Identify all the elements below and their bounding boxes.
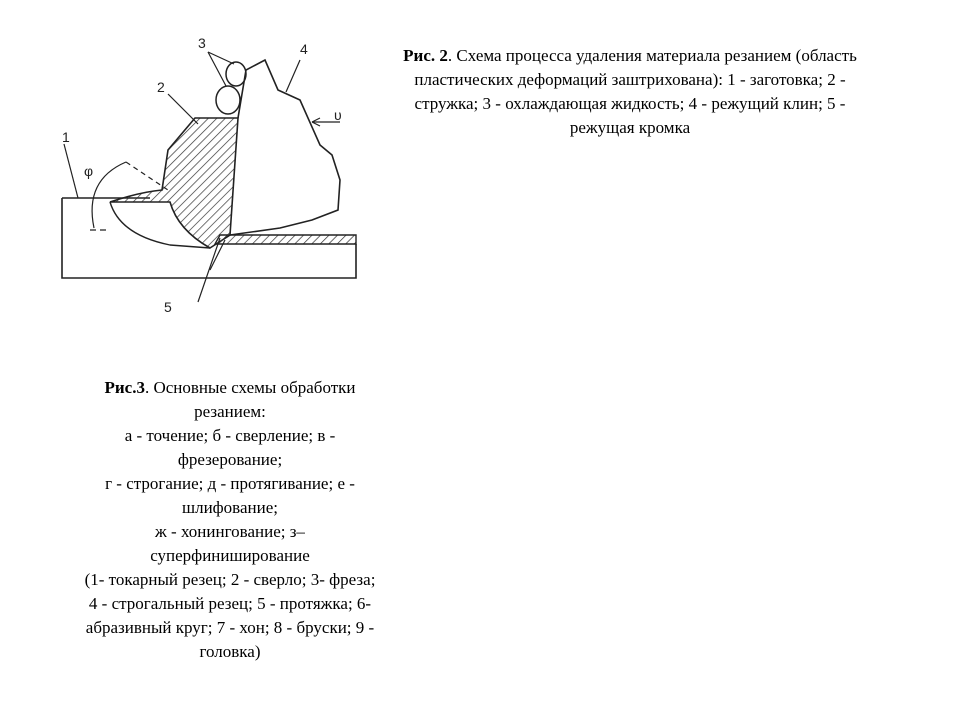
figure3-caption-line: резанием: <box>194 402 266 421</box>
figure3-caption <box>30 376 430 664</box>
figure3-caption-line: шлифование; <box>182 498 278 517</box>
cutting-diagram-svg <box>50 30 370 330</box>
figure3-caption-text: . Основные схемы обработки <box>144 378 356 397</box>
chip <box>110 118 356 248</box>
coolant-drops <box>216 62 246 114</box>
figure3-caption-line: суперфиниширование <box>150 546 310 565</box>
figure2-caption <box>340 44 920 140</box>
label-cutting-wedge: 4 <box>300 41 308 57</box>
label-coolant: 3 <box>198 35 206 51</box>
figure3-caption-line: фрезерование; <box>177 450 283 469</box>
figure3-caption-line <box>30 376 430 400</box>
cutting-diagram <box>50 30 370 330</box>
label-velocity: υ <box>334 107 342 123</box>
figure2-caption-line: пластических деформаций заштрихована): 1 - заготовка; 2 - <box>414 70 846 89</box>
figure3-caption-line: г - строгание; д - протягивание; е - <box>105 474 355 493</box>
figure3-caption-line: (1- токарный резец; 2 - сверло; 3- фреза; <box>84 570 376 589</box>
label-angle: φ <box>84 163 94 179</box>
figure3-caption-prefix: Рис.3 <box>104 378 145 397</box>
figure2-caption-line <box>340 44 920 68</box>
figure3-caption-line: а - точение; б - сверление; в - <box>124 426 336 445</box>
figure3-caption-line: 4 - строгальный резец; 5 - протяжка; 6- <box>88 594 372 613</box>
figure3-caption-line: абразивный круг; 7 - хон; 8 - бруски; 9 - <box>85 618 375 637</box>
figure3-caption-line: ж - хонингование; з– <box>155 522 305 541</box>
label-cutting-edge: 5 <box>164 299 172 315</box>
figure2-caption-prefix: Рис. 2 <box>403 46 448 65</box>
figure2-caption-line: режущая кромка <box>569 118 691 137</box>
label-workpiece: 1 <box>62 129 70 145</box>
figure2-caption-text: . Схема процесса удаления материала резанием (область <box>447 46 857 65</box>
label-chip: 2 <box>157 79 165 95</box>
cutting-wedge <box>230 60 340 235</box>
figure2-caption-line: стружка; 3 - охлаждающая жидкость; 4 - режущий клин; 5 - <box>414 94 846 113</box>
figure3-caption-line: головка) <box>199 642 261 661</box>
